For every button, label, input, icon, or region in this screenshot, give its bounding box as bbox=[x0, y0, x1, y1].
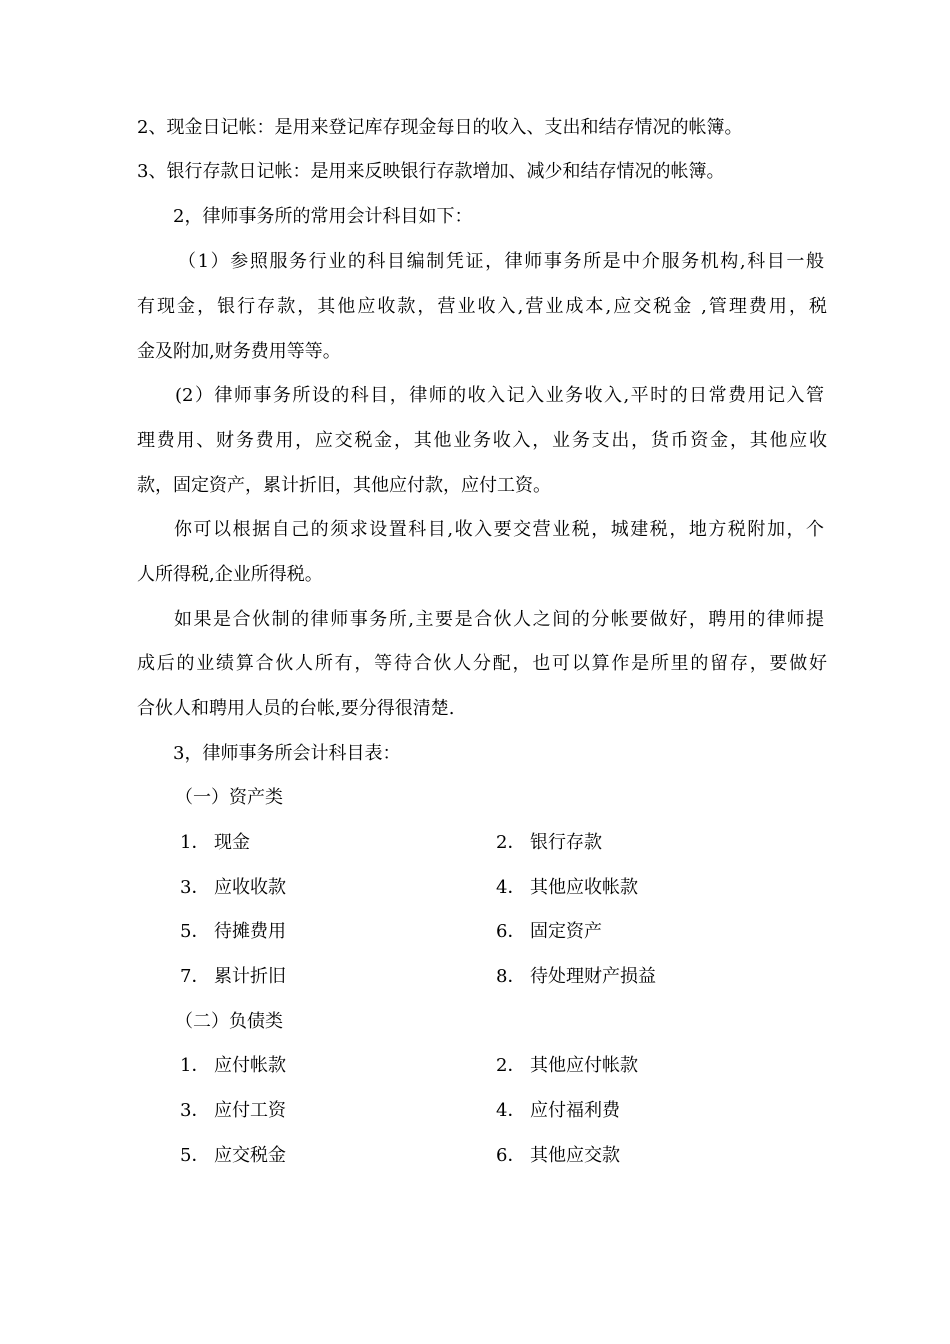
paragraph-1-line-2: 有现金，银行存款，其他应收款，营业收入,营业成本,应交税金 ,管理费用，税 bbox=[137, 296, 827, 317]
paragraph-bank-journal: 3、银行存款日记帐：是用来反映银行存款增加、减少和结存情况的帐簿。 bbox=[137, 161, 725, 182]
list-item: 5． 应交税金 bbox=[180, 1145, 286, 1166]
paragraph-2-line-2: 理费用、财务费用，应交税金，其他业务收入，业务支出，货币资金，其他应收 bbox=[137, 430, 827, 451]
list-item: 5． 待摊费用 bbox=[180, 921, 286, 942]
assets-heading: （一）资产类 bbox=[175, 787, 283, 808]
paragraph-4-line-1: 如果是合伙制的律师事务所,主要是合伙人之间的分帐要做好，聘用的律师提 bbox=[174, 609, 824, 630]
section-heading-common-accounts: 2，律师事务所的常用会计科目如下： bbox=[173, 206, 473, 227]
liabilities-heading: （二）负债类 bbox=[175, 1011, 283, 1032]
list-item: 3． 应付工资 bbox=[180, 1100, 286, 1121]
paragraph-3-line-2: 人所得税,企业所得税。 bbox=[137, 564, 323, 585]
paragraph-1-line-3: 金及附加,财务费用等等。 bbox=[137, 341, 341, 362]
list-item: 8． 待处理财产损益 bbox=[496, 966, 656, 987]
list-item: 2． 其他应付帐款 bbox=[496, 1055, 638, 1076]
list-item: 4． 其他应收帐款 bbox=[496, 877, 638, 898]
list-item: 7． 累计折旧 bbox=[180, 966, 286, 987]
paragraph-4-line-2: 成后的业绩算合伙人所有，等待合伙人分配，也可以算作是所里的留存，要做好 bbox=[137, 653, 827, 674]
list-item: 2． 银行存款 bbox=[496, 832, 602, 853]
list-item: 6． 固定资产 bbox=[496, 921, 602, 942]
paragraph-cash-journal: 2、现金日记帐：是用来登记库存现金每日的收入、支出和结存情况的帐簿。 bbox=[137, 117, 743, 138]
list-item: 1． 应付帐款 bbox=[180, 1055, 286, 1076]
paragraph-3-line-1: 你可以根据自己的须求设置科目,收入要交营业税，城建税，地方税附加，个 bbox=[174, 519, 824, 540]
paragraph-2-line-3: 款，固定资产，累计折旧，其他应付款，应付工资。 bbox=[137, 475, 551, 496]
paragraph-2-line-1: (2）律师事务所设的科目，律师的收入记入业务收入,平时的日常费用记入管 bbox=[175, 385, 824, 406]
section-heading-account-table: 3，律师事务所会计科目表： bbox=[173, 743, 401, 764]
paragraph-1-line-1: （1）参照服务行业的科目编制凭证，律师事务所是中介服务机构,科目一般 bbox=[178, 251, 824, 272]
list-item: 4． 应付福利费 bbox=[496, 1100, 620, 1121]
list-item: 3． 应收收款 bbox=[180, 877, 286, 898]
list-item: 1． 现金 bbox=[180, 832, 250, 853]
list-item: 6． 其他应交款 bbox=[496, 1145, 620, 1166]
paragraph-4-line-3: 合伙人和聘用人员的台帐,要分得很清楚. bbox=[137, 698, 455, 719]
